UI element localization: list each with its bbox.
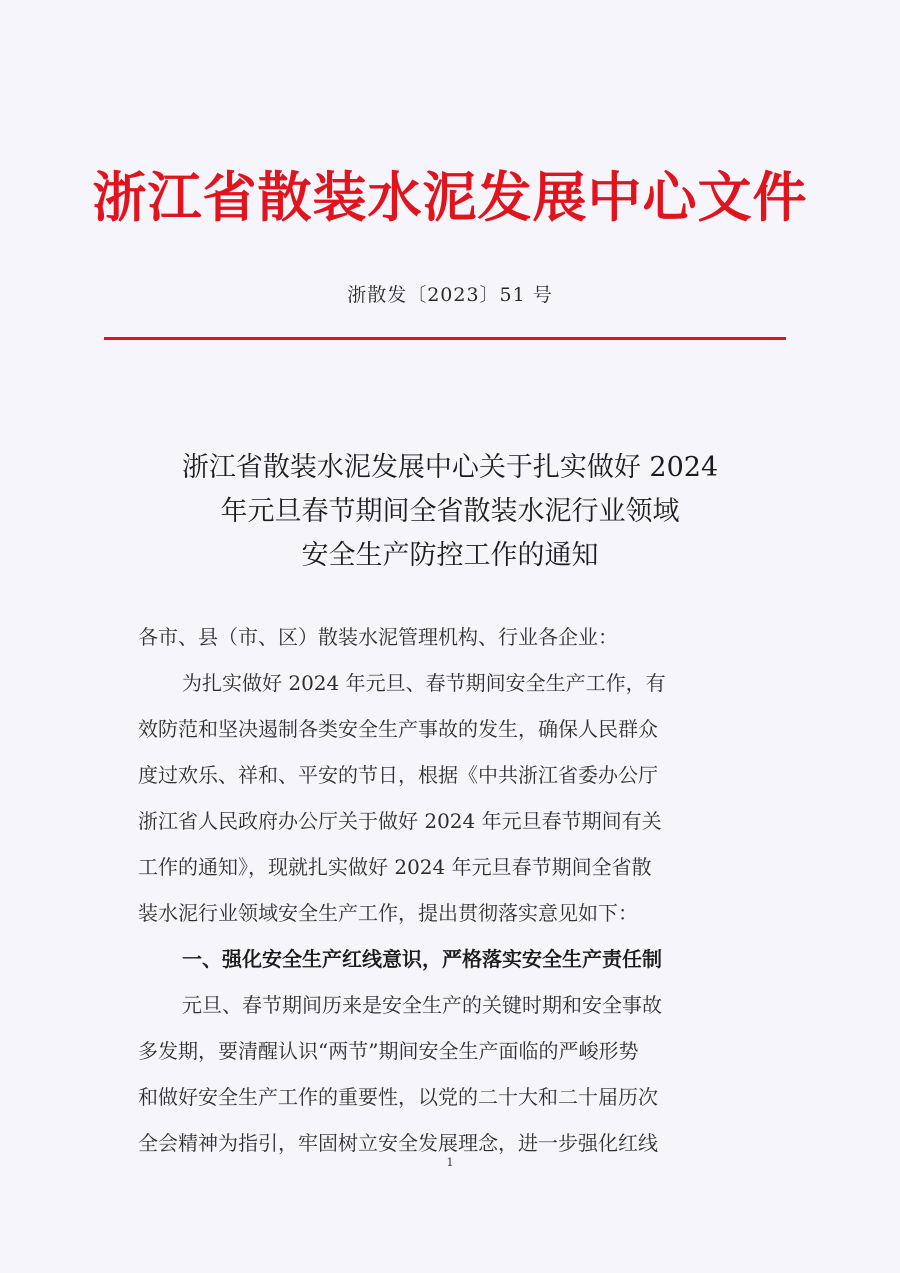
document-title-line: 浙江省散装水泥发展中心关于扎实做好 2024 [181,452,719,483]
body-line: 工作的通知》，现就扎实做好 2024 年元旦春节期间全省散 [138,855,652,879]
document-title-line: 安全生产防控工作的通知 [301,540,599,571]
salutation-line: 各市、县（市、区）散装水泥管理机构、行业各企业： [138,625,618,649]
body-line: 效防范和坚决遏制各类安全生产事故的发生，确保人民群众 [138,717,658,741]
section-heading: 一、强化安全生产红线意识，严格落实安全生产责任制 [182,947,662,971]
body-line: 和做好安全生产工作的重要性，以党的二十大和二十届历次 [138,1085,658,1109]
document-body [138,614,778,1166]
document-title [100,446,800,578]
body-line: 元旦、春节期间历来是安全生产的关键时期和安全事故 [182,993,662,1017]
body-line: 多发期，要清醒认识“两节”期间安全生产面临的严峻形势 [138,1039,639,1063]
document-number: 浙散发〔2023〕51 号 [347,284,553,306]
body-line: 浙江省人民政府办公厅关于做好 2024 年元旦春节期间有关 [138,809,662,833]
body-line: 度过欢乐、祥和、平安的节日，根据《中共浙江省委办公厅 [138,763,658,787]
body-line: 装水泥行业领域安全生产工作，提出贯彻落实意见如下： [138,901,638,925]
document-title-line: 年元旦春节期间全省散装水泥行业领域 [220,496,680,527]
red-divider-line [104,337,786,340]
body-line: 为扎实做好 2024 年元旦、春节期间安全生产工作，有 [182,671,666,695]
body-line: 全会精神为指引，牢固树立安全发展理念，进一步强化红线 [138,1131,658,1155]
page-number: 1 [446,1156,454,1169]
issuer-header-title: 浙江省散装水泥发展中心文件 [92,166,808,229]
